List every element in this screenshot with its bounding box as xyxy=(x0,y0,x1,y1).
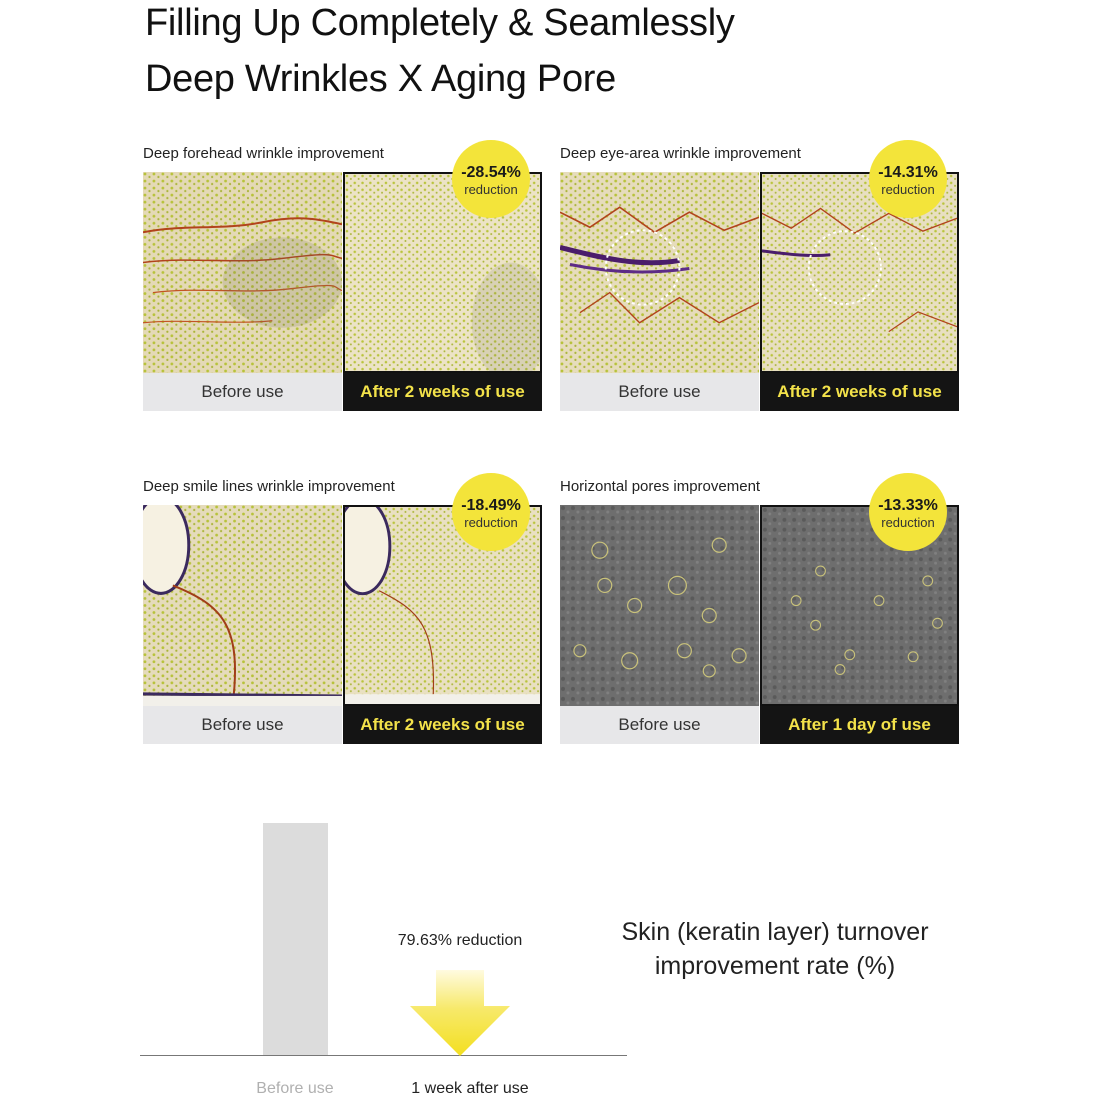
badge-percentage: -13.33% xyxy=(878,497,938,514)
caption-before: Before use xyxy=(560,373,759,411)
panel-forehead xyxy=(143,145,543,415)
badge-label: reduction xyxy=(881,515,935,530)
headline-line-2: Deep Wrinkles X Aging Pore xyxy=(145,58,616,100)
x-label-before: Before use xyxy=(256,1080,334,1097)
reduction-badge xyxy=(869,473,947,551)
bar-before-use xyxy=(263,823,328,1056)
reduction-badge xyxy=(452,140,530,218)
caption-after: After 2 weeks of use xyxy=(343,706,542,744)
panel-title: Deep smile lines wrinkle improvement xyxy=(143,478,395,495)
chart-side-label: Skin (keratin layer) turnover improvement rate (%) xyxy=(621,918,929,980)
before-image-smile-lines xyxy=(143,505,342,706)
caption-after: After 1 day of use xyxy=(760,706,959,744)
badge-label: reduction xyxy=(464,515,518,530)
reduction-badge xyxy=(452,473,530,551)
before-image-forehead xyxy=(143,172,342,373)
caption-before: Before use xyxy=(143,373,342,411)
panel-eye-area xyxy=(560,145,960,415)
badge-label: reduction xyxy=(464,182,518,197)
before-image-pores xyxy=(560,505,759,706)
caption-after: After 2 weeks of use xyxy=(760,373,959,411)
panel-title: Horizontal pores improvement xyxy=(560,478,761,495)
badge-percentage: -18.49% xyxy=(461,497,521,514)
chart-baseline xyxy=(140,1055,627,1056)
reduction-badge xyxy=(869,140,947,218)
reduction-label: 79.63% reduction xyxy=(397,932,523,949)
caption-after: After 2 weeks of use xyxy=(343,373,542,411)
badge-percentage: -14.31% xyxy=(878,164,938,181)
panel-smile-lines xyxy=(143,478,543,748)
before-image-eye-area xyxy=(560,172,759,373)
panel-pores xyxy=(560,478,960,748)
panel-title: Deep eye-area wrinkle improvement xyxy=(560,145,801,162)
headline-line-1: Filling Up Completely & Seamlessly xyxy=(145,2,735,44)
turnover-chart xyxy=(140,820,630,1100)
x-label-after: 1 week after use xyxy=(411,1080,529,1097)
caption-before: Before use xyxy=(143,706,342,744)
down-arrow-icon xyxy=(406,970,514,1056)
badge-label: reduction xyxy=(881,182,935,197)
panel-title: Deep forehead wrinkle improvement xyxy=(143,145,384,162)
badge-percentage: -28.54% xyxy=(461,164,521,181)
caption-before: Before use xyxy=(560,706,759,744)
